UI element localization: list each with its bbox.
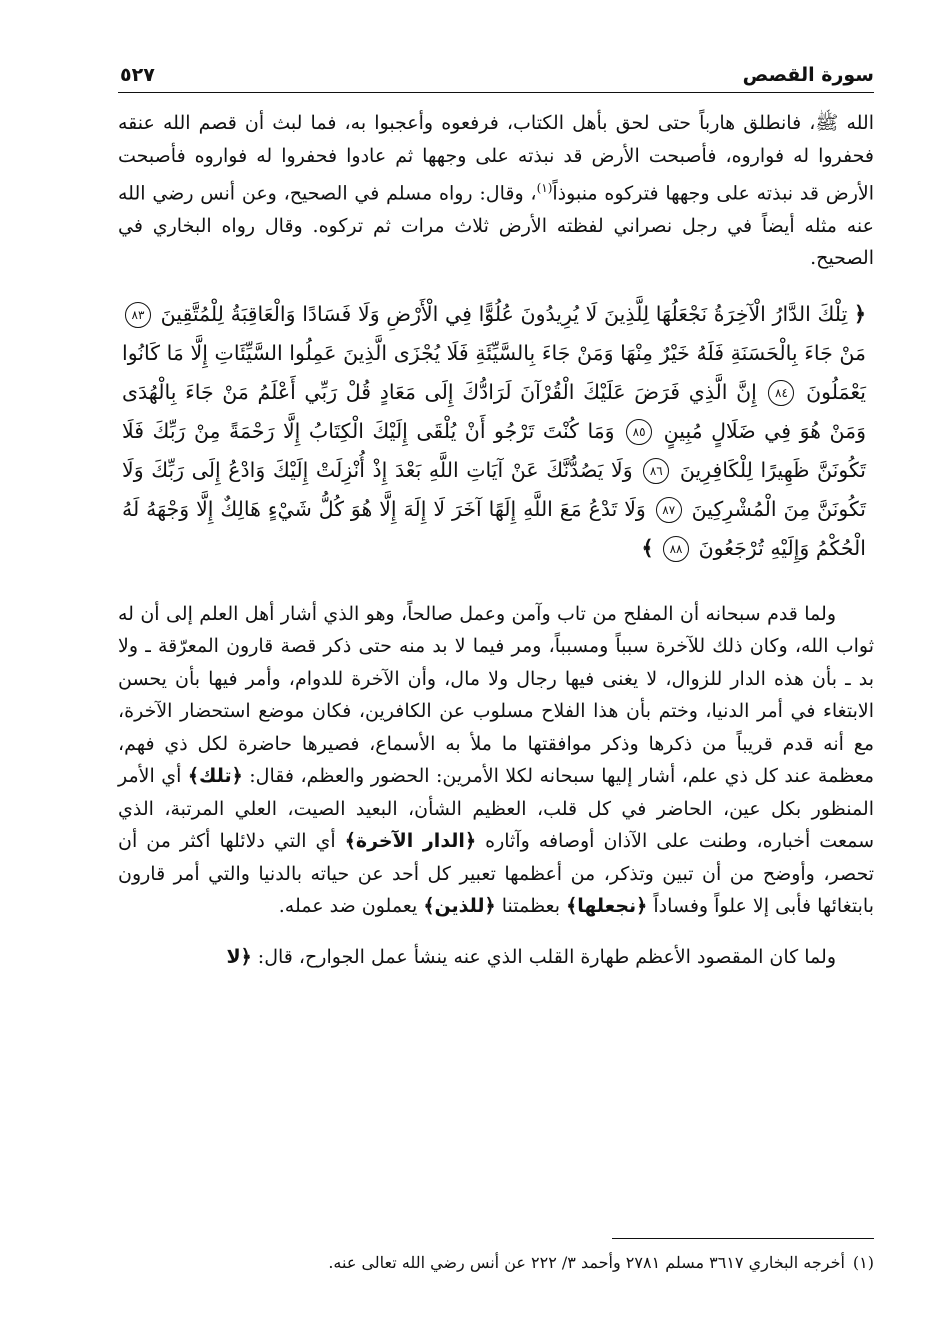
ayah-number-marker: ٨٨ [663,536,689,562]
commentary-paragraph [118,598,874,923]
quoted-term: ﴿لا [226,945,252,968]
footnote [118,1251,874,1275]
footnote-marker: (١) [852,1253,874,1272]
quoted-term: ﴿نجعلها﴾ [566,895,648,918]
quran-open-bracket: ﴿ [853,301,866,326]
quoted-term: ﴿الدار الآخرة﴾ [344,830,477,853]
closing-paragraph [118,941,874,974]
ayah-number-marker: ٨٣ [125,302,151,328]
footnote-text: أخرجه البخاري ٣٦١٧ مسلم ٢٧٨١ وأحمد ٣/ ٢٢٢ عن أنس رضي الله تعالى عنه. [328,1253,845,1272]
page-header [118,58,874,93]
book-page [118,58,874,1298]
footnote-divider [612,1238,874,1239]
closing-text: ولما كان المقصود الأعظم طهارة القلب الذي عنه ينشأ عمل الجوارح، قال: [257,945,836,968]
ayah-number-marker: ٨٦ [643,458,669,484]
verse-text: إِنَّ الَّذِي فَرَضَ عَلَيْكَ الْقُرْآنَ لَرَادُّكَ إِلَى مَعَادٍ قُلْ رَبِّي أَعْلَمُ مَنْ جَاءَ بِالْهُدَى وَمَنْ هُوَ فِي ضَلَالٍ مُبِينٍ [122,379,866,443]
verse-text: مَنْ جَاءَ بِالْحَسَنَةِ فَلَهُ خَيْرٌ مِنْهَا وَمَنْ جَاءَ بِالسَّيِّئَةِ فَلَا يُجْزَى الَّذِينَ عَمِلُوا السَّيِّئَاتِ إِلَّا مَا كَانُوا يَعْمَلُونَ [122,340,866,404]
commentary-text: ولما قدم سبحانه أن المفلح من تاب وآمن وعمل صالحاً، وهو الذي أشار أهل العلم إلى أن له ثواب الله، وكان ذلك للآخرة سبباً ومسبباً، ومر فيما لا بد منه حتى ذكر قصة قارون المعرّقة ـ ولا بد ـ بأن هذه الدار للزوال، لا يغنى فيها رجال ولا مال، وأن الآخرة للدوام، وأمر فيها بأن يحسن الابتغاء في أمر الدنيا، وختم بأن هذا الفلاح مسلوب عن الكافرين، فكان موضع استحضار الآخرة، مع أنه قدم قريباً من ذكرها وذكر موافقتها ما ملأ به الأسماع، فصيرها حاضرة لكل ذي فهم، معظمة عند كل ذي علم، أشار إليها سبحانه لكلا الأمرين: الحضور والعظم، فقال: [118,602,874,788]
verse-text: تِلْكَ الدَّارُ الْآخِرَةُ نَجْعَلُهَا لِلَّذِينَ لَا يُرِيدُونَ عُلُوًّا فِي الْأَرْضِ وَلَا فَسَادًا وَالْعَاقِبَةُ لِلْمُتَّقِينَ [160,301,848,326]
verse-text: وَمَا كُنْتَ تَرْجُو أَنْ يُلْقَى إِلَيْكَ الْكِتَابُ إِلَّا رَحْمَةً مِنْ رَبِّكَ فَلَا تَكُونَنَّ ظَهِيرًا لِلْكَافِرِينَ [122,418,866,482]
narration-text-continued: ، وقال: رواه مسلم في الصحيح، وعن أنس رضي الله عنه مثله أيضاً في رجل نصراني لفظته الأرض ثلاث مرات ثم تركوه. وقال رواه البخاري في الصحيح. [118,182,874,270]
narration-paragraph [118,107,874,275]
ayah-number-marker: ٨٤ [768,380,794,406]
verse-text: وَلَا تَدْعُ مَعَ اللَّهِ إِلَهًا آخَرَ لَا إِلَهَ إِلَّا هُوَ كُلُّ شَيْءٍ هَالِكٌ إِلَّا وَجْهَهُ لَهُ الْحُكْمُ وَإِلَيْهِ تُرْجَعُونَ [122,496,866,560]
quoted-term: ﴿للذين﴾ [423,895,496,918]
ayah-number-marker: ٨٧ [656,497,682,523]
ayah-number-marker: ٨٥ [626,419,652,445]
quran-verses-block [118,295,874,568]
quoted-term: ﴿تلك﴾ [187,765,243,788]
commentary-text: أي الأمر المنظور بكل عين، الحاضر في كل قلب، العظيم الشأن، البعيد الصيت، العلي المرتبة، الذي سمعت أخباره، وطنت على الآذان أوصافه وآثاره [118,765,875,853]
commentary-text: بعظمتنا [501,895,561,918]
surah-title: سورة القصص [742,64,874,86]
quran-close-bracket: ﴾ [641,535,654,560]
page-number: ٥٢٧ [120,64,155,86]
footnote-reference: (١) [536,181,553,195]
verse-text: وَلَا يَصُدُّنَّكَ عَنْ آيَاتِ اللَّهِ بَعْدَ إِذْ أُنْزِلَتْ إِلَيْكَ وَادْعُ إِلَى رَبِّكَ وَلَا تَكُونَنَّ مِنَ الْمُشْرِكِينَ [122,457,866,521]
commentary-text: أي التي دلائلها أكثر من أن تحصر، وأوضح من أن تبين وتذكر، من أعظمها تعبير كل أحد عن حياته بالدنيا والتي أمر قارون بابتغائها فأبى إلا علواً وفساداً [118,830,874,918]
narration-text: الله ﷺ، فانطلق هارباً حتى لحق بأهل الكتاب، فرفعوه وأعجبوا به، فما لبث أن قصم الله عنقه فحفروا له فواروه، فأصبحت الأرض قد نبذته على وجهها ثم عادوا فحفروا له فواروه فأصبحت الأرض قد نبذته على وجهها فتركوه منبوذاً [118,112,875,205]
commentary-text: يعملون ضد عمله. [278,895,418,918]
